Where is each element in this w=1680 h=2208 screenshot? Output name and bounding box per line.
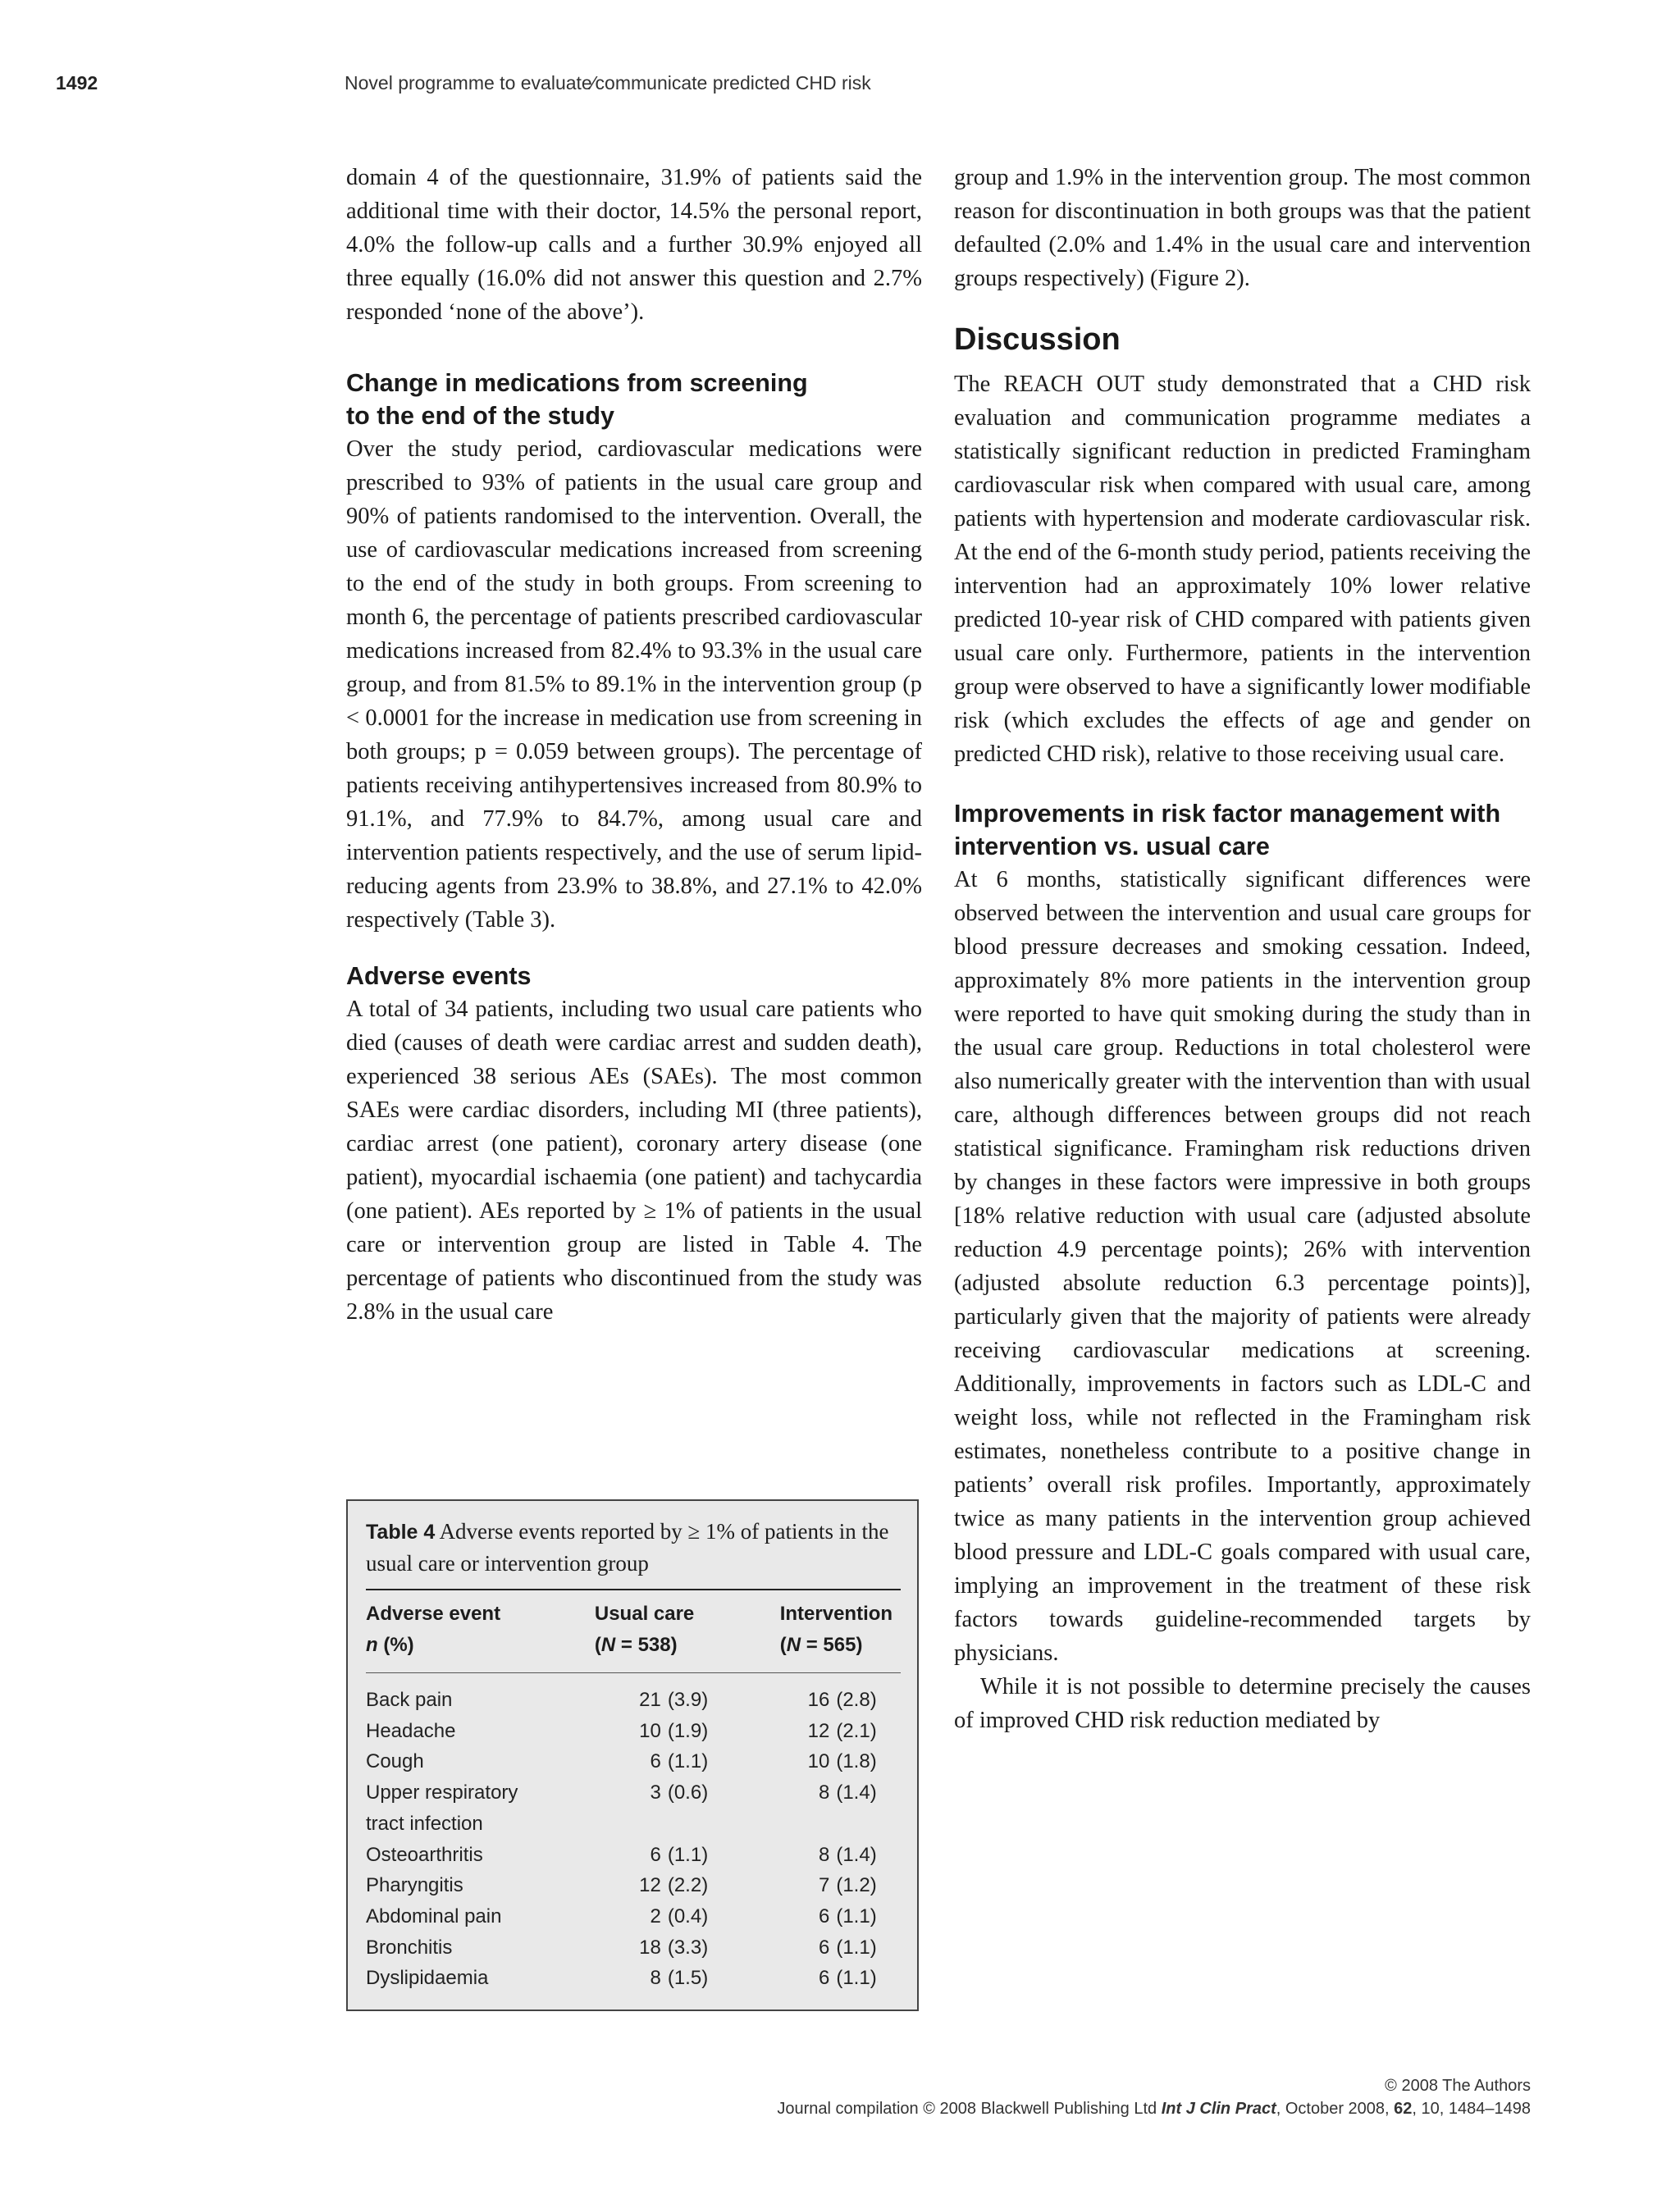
- table-4: [346, 1499, 919, 2011]
- adverse-event-name: Bronchitis: [366, 1936, 453, 1959]
- cell-adverse-event: [366, 1685, 595, 1716]
- header-usual-care-n-symbol: N: [600, 1634, 616, 1656]
- cell-usual-care-n: 21: [639, 1689, 661, 1711]
- cell-intervention-n: 8: [818, 1843, 830, 1866]
- table-row: [366, 1840, 901, 1871]
- right-column: [954, 161, 1531, 1737]
- page-number: 1492: [56, 72, 98, 94]
- header-intervention-label: Intervention: [779, 1603, 893, 1625]
- header-adverse-event: [366, 1599, 595, 1661]
- cell-usual-care-n: 6: [650, 1843, 661, 1866]
- heading-adverse-events: Adverse events: [346, 962, 532, 990]
- cell-adverse-event: [366, 1840, 595, 1871]
- header-usual-care-paren: (: [594, 1634, 601, 1656]
- cell-intervention-n: 16: [807, 1689, 830, 1711]
- cell-intervention-pct: (1.1): [836, 1967, 877, 1990]
- cell-usual-care-n: 2: [650, 1905, 661, 1927]
- cell-usual-care-pct: (1.5): [667, 1967, 709, 1990]
- cell-intervention-pct: (1.4): [836, 1843, 877, 1866]
- header-n-symbol: n: [366, 1634, 378, 1656]
- cell-intervention-n: 7: [818, 1874, 830, 1897]
- cell-usual-care-pct: (1.1): [667, 1843, 709, 1866]
- cell-usual-care-pct: (3.3): [667, 1936, 709, 1959]
- header-usual-care-label: Usual care: [594, 1603, 695, 1625]
- cell-intervention-n: 10: [807, 1750, 830, 1773]
- cell-adverse-event: [366, 1777, 595, 1839]
- cell-intervention-n: 8: [818, 1781, 830, 1804]
- adverse-event-name: Dyslipidaemia: [366, 1967, 489, 1990]
- header-usual-care-count: = 538): [615, 1634, 678, 1656]
- table-row: [366, 1685, 901, 1716]
- cell-usual-care-pct: (0.4): [667, 1905, 709, 1927]
- footer-journal-name: Int J Clin Pract: [1161, 2100, 1276, 2118]
- header-intervention-count: = 565): [801, 1634, 863, 1656]
- header-intervention-paren: (: [779, 1634, 787, 1656]
- adverse-event-name: Abdominal pain: [366, 1905, 502, 1927]
- cell-adverse-event: [366, 1901, 595, 1932]
- cell-intervention-pct: (1.1): [836, 1905, 877, 1927]
- adverse-event-name: Cough: [366, 1750, 424, 1773]
- cell-intervention-pct: (1.1): [836, 1936, 877, 1959]
- adverse-event-name: Back pain: [366, 1689, 453, 1711]
- adverse-event-name: Headache: [366, 1719, 456, 1742]
- header-usual-care: [595, 1599, 780, 1661]
- paragraph-medications: Over the study period, cardiovascular medications were prescribed to 93% of patients in the usual care group and 90% of patients randomised to the intervention. Overall, the use of cardiovascular medications increased from screening to the end of the study in both groups. From screening to month 6, the percentage of patients prescribed cardiovascular medications increased from 82.4% to 93.3% in the usual care group, and from 81.5% to 89.1% in the intervention group (p < 0.0001 for the increase in medication use from screening in both groups; p = 0.059 between groups). The percentage of patients receiving antihypertensives increased from 80.9% to 91.1%, and 77.9% to 84.7%, among usual care and intervention patients respectively, and the use of serum lipid-reducing agents from 23.9% to 38.8%, and 27.1% to 42.0% respectively (Table 3).: [346, 436, 922, 933]
- heading-medications-line-2: to the end of the study: [346, 402, 615, 430]
- cell-adverse-event: [366, 1963, 595, 1994]
- cell-intervention-n: 6: [818, 1905, 830, 1927]
- cell-usual-care-pct: (0.6): [667, 1781, 709, 1804]
- cell-intervention-n: 6: [818, 1967, 830, 1990]
- paragraph-questionnaire: domain 4 of the questionnaire, 31.9% of patients said the additional time with their doctor, 14.5% the personal report, 4.0% the follow-up calls and a further 30.9% enjoyed all three equally (16.0% did not answer this question and 2.7% responded ‘none of the above’).: [346, 165, 922, 325]
- header-intervention-n-symbol: N: [786, 1634, 801, 1656]
- header-adverse-event-label: Adverse event: [366, 1603, 501, 1625]
- cell-usual-care-pct: (1.9): [667, 1719, 709, 1742]
- heading-improvements-line-1: Improvements in risk factor management with: [954, 800, 1501, 828]
- cell-usual-care-pct: (3.9): [667, 1689, 709, 1711]
- adverse-event-name-cont: tract infection: [366, 1812, 483, 1835]
- cell-intervention-pct: (2.1): [836, 1719, 877, 1742]
- paragraph-adverse-events: A total of 34 patients, including two usual care patients who died (causes of death were cardiac arrest and sudden death), experienced 38 serious AEs (SAEs). The most common SAEs were cardiac disorders, including MI (three patients), cardiac arrest (one patient), coronary artery disease (one patient), myocardial ischaemia (one patient) and tachycardia (one patient). AEs reported by ≥ 1% of patients in the usual care or intervention group are listed in Table 4. The percentage of patients who discontinued from the study was 2.8% in the usual care: [346, 997, 922, 1325]
- cell-usual-care-pct: (2.2): [667, 1874, 709, 1897]
- table-caption: [366, 1516, 901, 1579]
- running-title: Novel programme to evaluate⁄communicate predicted CHD risk: [345, 72, 871, 94]
- adverse-event-name: Osteoarthritis: [366, 1843, 483, 1866]
- table-row: [366, 1932, 901, 1964]
- paragraph-final: While it is not possible to determine precisely the causes of improved CHD risk reduction mediated by: [954, 1674, 1531, 1733]
- cell-intervention-pct: (2.8): [836, 1689, 877, 1711]
- cell-usual-care-n: 10: [639, 1719, 661, 1742]
- header-percent-label: (%): [377, 1634, 414, 1656]
- cell-intervention-pct: (1.2): [836, 1874, 877, 1897]
- heading-medications: [346, 367, 922, 432]
- cell-usual-care-pct: (1.1): [667, 1750, 709, 1773]
- table-row: [366, 1746, 901, 1777]
- cell-intervention-n: 6: [818, 1936, 830, 1959]
- footer-journal: [777, 2100, 1531, 2119]
- footer-journal-pre: Journal compilation © 2008 Blackwell Publishing Ltd: [777, 2100, 1162, 2118]
- cell-intervention-pct: (1.4): [836, 1781, 877, 1804]
- paragraph-discontinuation: group and 1.9% in the intervention group. The most common reason for discontinuation in both groups was that the patient defaulted (2.0% and 1.4% in the usual care and intervention groups respectively) (Figure 2).: [954, 165, 1531, 291]
- footer-journal-mid: , October 2008,: [1276, 2100, 1395, 2118]
- heading-improvements-line-2: intervention vs. usual care: [954, 833, 1270, 860]
- footer-journal-post: , 10, 1484–1498: [1412, 2100, 1531, 2118]
- cell-intervention-pct: (1.8): [836, 1750, 877, 1773]
- cell-adverse-event: [366, 1870, 595, 1901]
- cell-adverse-event: [366, 1932, 595, 1964]
- cell-usual-care-n: 6: [650, 1750, 661, 1773]
- left-column: [346, 161, 922, 1329]
- paragraph-discussion: The REACH OUT study demonstrated that a CHD risk evaluation and communication programme mediates a statistically significant reduction in predicted Framingham cardiovascular risk when compared with usual care, among patients with hypertension and moderate cardiovascular risk. At the end of the 6-month study period, patients receiving the intervention had an approximately 10% lower relative predicted 10-year risk of CHD compared with patients given usual care only. Furthermore, patients in the intervention group were observed to have a significantly lower modifiable risk (which excludes the effects of age and gender on predicted CHD risk), relative to those receiving usual care.: [954, 372, 1531, 767]
- cell-intervention-n: 12: [807, 1719, 830, 1742]
- table-header: [366, 1590, 901, 1661]
- footer-volume: 62: [1394, 2100, 1413, 2118]
- heading-medications-line-1: Change in medications from screening: [346, 369, 808, 397]
- adverse-event-name: Upper respiratory: [366, 1781, 518, 1804]
- table-body: [366, 1673, 901, 1994]
- cell-usual-care-n: 3: [650, 1781, 661, 1804]
- heading-discussion: Discussion: [954, 322, 1121, 357]
- cell-adverse-event: [366, 1746, 595, 1777]
- adverse-event-name: Pharyngitis: [366, 1874, 463, 1897]
- cell-usual-care-n: 8: [650, 1967, 661, 1990]
- table-row: [366, 1870, 901, 1901]
- cell-usual-care-n: 18: [639, 1936, 661, 1959]
- cell-adverse-event: [366, 1716, 595, 1747]
- table-row: [366, 1777, 901, 1839]
- table-label: Table 4: [366, 1521, 436, 1544]
- cell-usual-care-n: 12: [639, 1874, 661, 1897]
- paragraph-improvements: At 6 months, statistically significant differences were observed between the intervention and usual care groups for blood pressure decreases and smoking cessation. Indeed, approximately 8% more patients in the intervention group were reported to have quit smoking during the study than in the usual care group. Reductions in total cholesterol were also numerically greater with the intervention than with usual care, although differences between groups did not reach statistical significance. Framingham risk reductions driven by changes in these factors were impressive in both groups [18% relative reduction with usual care (adjusted absolute reduction 4.9 percentage points); 26% with intervention (adjusted absolute reduction 6.3 percentage points)], particularly given that the majority of patients were already receiving cardiovascular medications at screening. Additionally, improvements in factors such as LDL-C and weight loss, while not reflected in the Framingham risk estimates, nonetheless contribute to a positive change in patients’ overall risk profiles. Importantly, approximately twice as many patients in the intervention group achieved blood pressure and LDL-C goals compared with usual care, implying an improvement in the treatment of these risk factors towards guideline-recommended targets by physicians.: [954, 867, 1531, 1666]
- header-intervention: [780, 1599, 901, 1661]
- table-caption-text: Adverse events reported by ≥ 1% of patients in the usual care or intervention group: [366, 1519, 889, 1576]
- table-row: [366, 1716, 901, 1747]
- table-row: [366, 1963, 901, 1994]
- table-row: [366, 1901, 901, 1932]
- footer-copyright: © 2008 The Authors: [1385, 2077, 1531, 2095]
- heading-improvements: [954, 797, 1531, 863]
